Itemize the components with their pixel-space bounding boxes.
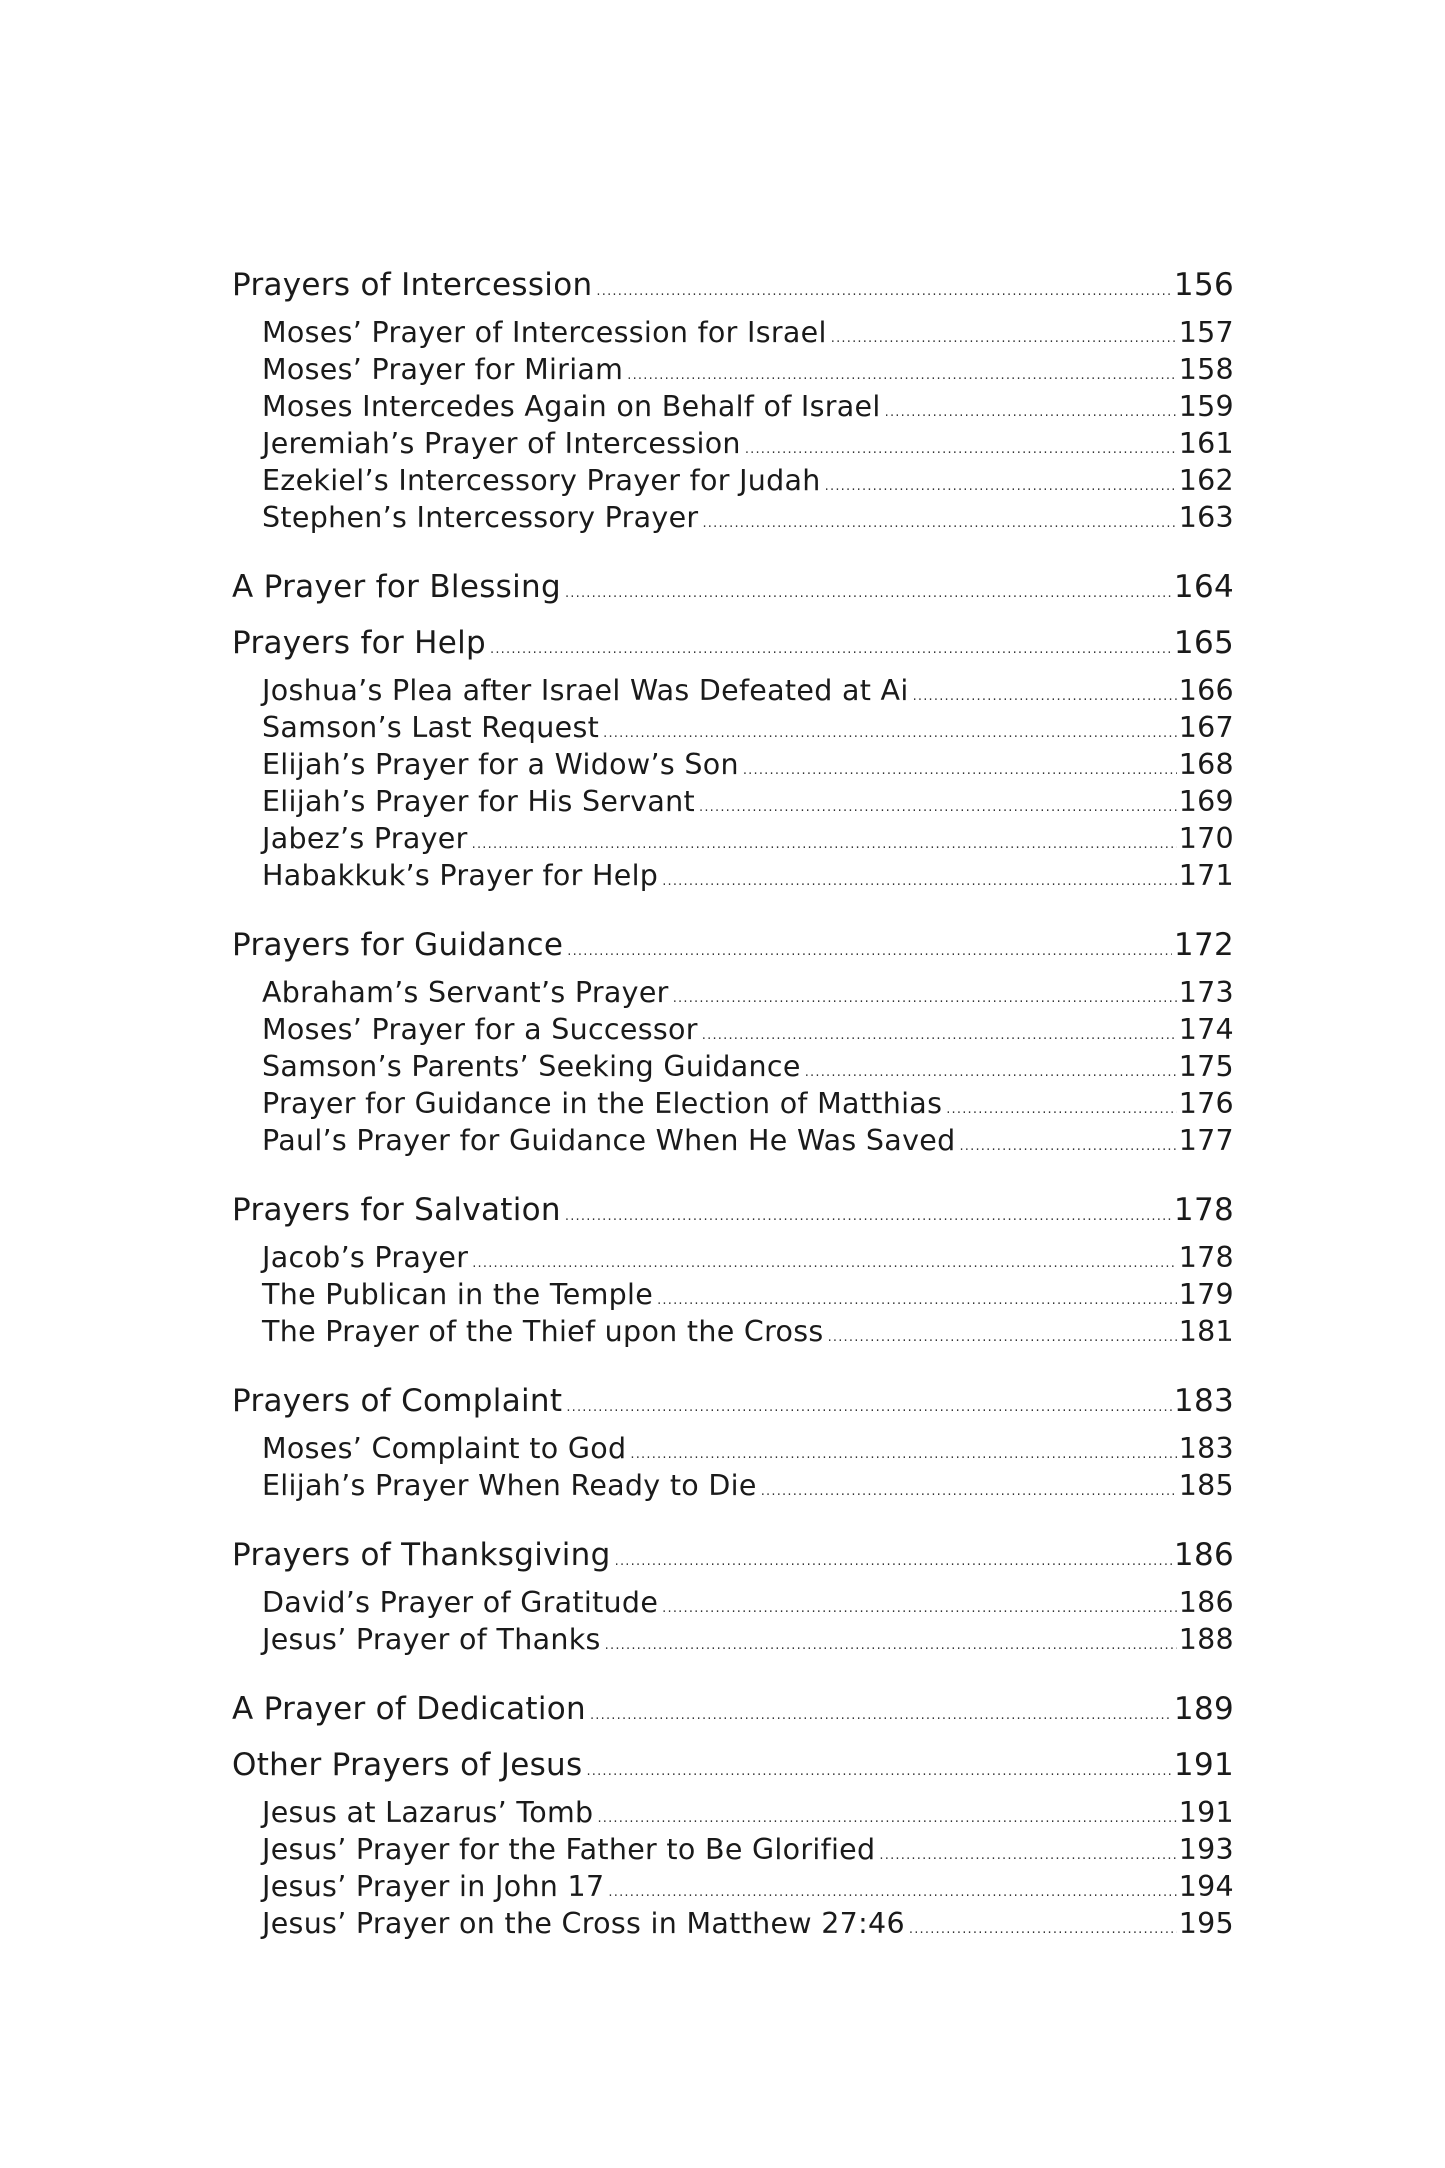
subentry-title: Paul’s Prayer for Guidance When He Was Saved [262,1124,956,1157]
section-title: Prayers for Guidance [232,927,564,963]
toc-subentry [232,672,1234,709]
subentry-page-number: 174 [1178,1013,1234,1046]
toc-subentry [232,1467,1234,1504]
toc-subentries [232,1239,1234,1350]
toc-subentry [232,1831,1234,1868]
dot-leader [831,320,1177,357]
toc-section-entry [232,1742,1234,1788]
dot-leader [913,678,1177,715]
toc-section [232,1686,1234,1732]
subentry-page-number: 186 [1178,1586,1234,1619]
subentry-page-number: 188 [1178,1623,1234,1656]
toc-section [232,620,1234,894]
section-title: Prayers for Salvation [232,1192,561,1228]
dot-leader [828,1319,1177,1356]
dot-leader [586,1749,1171,1795]
subentry-title: Samson’s Last Request [262,711,600,744]
dot-leader [946,1091,1176,1128]
section-title: Prayers of Complaint [232,1383,563,1419]
toc-subentry [232,1276,1234,1313]
subentry-page-number: 181 [1178,1315,1234,1348]
section-page-number: 191 [1173,1747,1234,1783]
subentry-title: Jesus’ Prayer of Thanks [262,1623,601,1656]
toc-subentries [232,1584,1234,1658]
dot-leader [566,1385,1172,1431]
dot-leader [605,1627,1177,1664]
toc-subentry [232,820,1234,857]
subentry-page-number: 183 [1178,1432,1234,1465]
subentry-title: Jesus at Lazarus’ Tomb [262,1796,594,1829]
subentry-title: Jesus’ Prayer on the Cross in Matthew 27:46 [262,1907,905,1940]
toc-subentries [232,672,1234,894]
section-page-number: 156 [1173,267,1234,303]
section-page-number: 183 [1173,1383,1234,1419]
dot-leader [959,1128,1176,1165]
subentry-title: Joshua’s Plea after Israel Was Defeated at Ai [262,674,909,707]
subentry-page-number: 175 [1178,1050,1234,1083]
dot-leader [885,394,1177,431]
subentry-page-number: 191 [1178,1796,1234,1829]
toc-subentry [232,1011,1234,1048]
subentry-page-number: 169 [1178,785,1234,818]
subentry-title: Elijah’s Prayer for His Servant [262,785,696,818]
toc-subentries [232,974,1234,1159]
dot-leader [567,929,1172,975]
subentry-title: David’s Prayer of Gratitude [262,1586,659,1619]
subentry-title: Ezekiel’s Intercessory Prayer for Judah [262,464,821,497]
toc-subentry [232,351,1234,388]
toc-section-entry [232,1187,1234,1233]
subentry-page-number: 178 [1178,1241,1234,1274]
toc-section-entry [232,922,1234,968]
subentry-title: Moses’ Complaint to God [262,1432,627,1465]
toc-subentry [232,746,1234,783]
table-of-contents [232,262,1234,1970]
toc-subentry [232,1313,1234,1350]
dot-leader [662,863,1177,900]
toc-subentry [232,1085,1234,1122]
dot-leader [590,1693,1172,1739]
toc-section-entry [232,1686,1234,1732]
section-title: Prayers for Help [232,625,487,661]
toc-subentry [232,1239,1234,1276]
dot-leader [909,1911,1177,1948]
toc-subentry [232,425,1234,462]
toc-section-entry [232,564,1234,610]
section-page-number: 172 [1173,927,1234,963]
toc-subentries [232,314,1234,536]
dot-leader [702,505,1176,542]
section-page-number: 178 [1173,1192,1234,1228]
toc-section-entry [232,1378,1234,1424]
dot-leader [490,627,1172,673]
toc-section [232,1742,1234,1942]
section-page-number: 186 [1173,1537,1234,1573]
toc-subentries [232,1794,1234,1942]
toc-subentry [232,783,1234,820]
subentry-title: Elijah’s Prayer for a Widow’s Son [262,748,739,781]
subentry-page-number: 157 [1178,316,1234,349]
toc-subentry [232,1621,1234,1658]
toc-subentry [232,709,1234,746]
dot-leader [615,1539,1172,1585]
toc-subentry [232,1048,1234,1085]
subentry-title: Stephen’s Intercessory Prayer [262,501,699,534]
subentry-page-number: 167 [1178,711,1234,744]
toc-subentry [232,462,1234,499]
subentry-page-number: 162 [1178,464,1234,497]
dot-leader [565,1194,1172,1240]
toc-section [232,564,1234,610]
toc-section [232,262,1234,536]
subentry-title: Moses Intercedes Again on Behalf of Israel [262,390,881,423]
subentry-page-number: 185 [1178,1469,1234,1502]
subentry-title: The Publican in the Temple [262,1278,654,1311]
subentry-page-number: 163 [1178,501,1234,534]
dot-leader [673,980,1177,1017]
subentry-page-number: 177 [1178,1124,1234,1157]
subentry-title: Jesus’ Prayer in John 17 [262,1870,605,1903]
subentry-title: Jacob’s Prayer [262,1241,469,1274]
subentry-page-number: 176 [1178,1087,1234,1120]
toc-subentry [232,1905,1234,1942]
subentry-page-number: 161 [1178,427,1234,460]
subentry-title: Jabez’s Prayer [262,822,468,855]
toc-subentry [232,314,1234,351]
subentry-title: Jeremiah’s Prayer of Intercession [262,427,741,460]
section-title: A Prayer for Blessing [232,569,561,605]
toc-subentry [232,1868,1234,1905]
subentry-title: Abraham’s Servant’s Prayer [262,976,669,1009]
section-title: A Prayer of Dedication [232,1691,586,1727]
section-title: Other Prayers of Jesus [232,1747,583,1783]
section-title: Prayers of Intercession [232,267,593,303]
toc-section-entry [232,620,1234,666]
subentry-page-number: 179 [1178,1278,1234,1311]
dot-leader [699,789,1177,826]
toc-subentry [232,388,1234,425]
toc-subentry [232,857,1234,894]
toc-subentry [232,499,1234,536]
subentry-page-number: 158 [1178,353,1234,386]
dot-leader [596,269,1172,315]
dot-leader [879,1837,1176,1874]
dot-leader [825,468,1177,505]
section-page-number: 165 [1173,625,1234,661]
subentry-title: Habakkuk’s Prayer for Help [262,859,659,892]
toc-subentry [232,974,1234,1011]
subentry-page-number: 170 [1178,822,1234,855]
toc-subentries [232,1430,1234,1504]
subentry-title: Moses’ Prayer for a Successor [262,1013,698,1046]
subentry-page-number: 168 [1178,748,1234,781]
subentry-page-number: 194 [1178,1870,1234,1903]
toc-section [232,1187,1234,1350]
subentry-title: Moses’ Prayer for Miriam [262,353,624,386]
subentry-title: The Prayer of the Thief upon the Cross [262,1315,824,1348]
dot-leader [743,752,1177,789]
toc-subentry [232,1584,1234,1621]
toc-section-entry [232,1532,1234,1578]
subentry-title: Moses’ Prayer of Intercession for Israel [262,316,827,349]
toc-subentry [232,1122,1234,1159]
dot-leader [565,571,1172,617]
subentry-title: Jesus’ Prayer for the Father to Be Glorified [262,1833,876,1866]
toc-subentry [232,1430,1234,1467]
dot-leader [662,1590,1177,1627]
toc-section-entry [232,262,1234,308]
subentry-title: Prayer for Guidance in the Election of Matthias [262,1087,943,1120]
section-title: Prayers of Thanksgiving [232,1537,611,1573]
subentry-page-number: 171 [1178,859,1234,892]
section-page-number: 164 [1173,569,1234,605]
toc-section [232,1378,1234,1504]
section-page-number: 189 [1173,1691,1234,1727]
dot-leader [761,1473,1177,1510]
subentry-page-number: 193 [1178,1833,1234,1866]
subentry-page-number: 195 [1178,1907,1234,1940]
subentry-page-number: 159 [1178,390,1234,423]
subentry-page-number: 166 [1178,674,1234,707]
subentry-title: Samson’s Parents’ Seeking Guidance [262,1050,801,1083]
toc-section [232,922,1234,1159]
toc-section [232,1532,1234,1658]
subentry-page-number: 173 [1178,976,1234,1009]
subentry-title: Elijah’s Prayer When Ready to Die [262,1469,757,1502]
toc-subentry [232,1794,1234,1831]
